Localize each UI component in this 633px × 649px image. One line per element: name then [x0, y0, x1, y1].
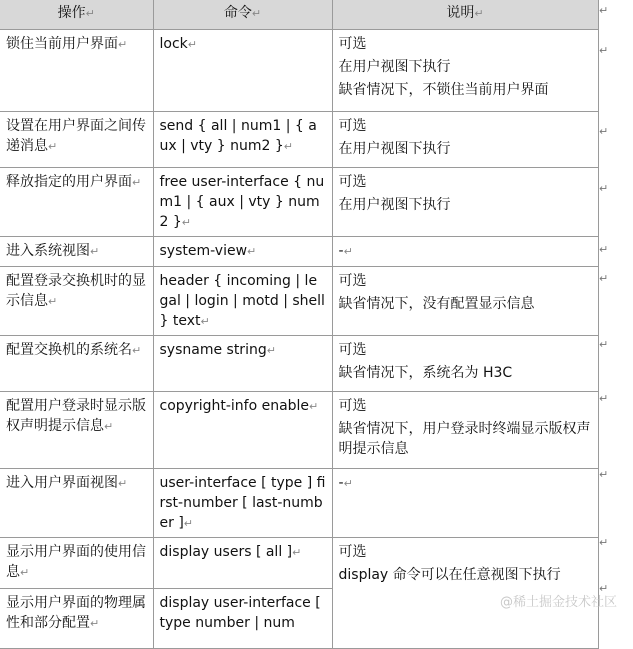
table-row: [0, 392, 598, 469]
watermark: @稀土掘金技术社区: [500, 595, 618, 610]
description-cell: 可选 在用户视图下执行: [332, 112, 598, 168]
operation-cell: 进入系统视图↵: [0, 237, 153, 267]
command-cell: display user-interface [ type number | num: [153, 589, 332, 649]
command-cell: sysname string↵: [153, 336, 332, 392]
description-cell: -↵: [332, 237, 598, 267]
description-cell: 可选 缺省情况下，用户登录时终端显示版权声明提示信息: [332, 392, 598, 469]
table-row: [0, 112, 598, 168]
table-row: [0, 168, 598, 237]
operation-cell: 配置登录交换机时的显示信息↵: [0, 267, 153, 336]
operation-cell: 配置用户登录时显示版权声明提示信息↵: [0, 392, 153, 469]
command-cell: user-interface [ type ] first-number [ last-number ]↵: [153, 469, 332, 538]
operation-cell: 设置在用户界面之间传递消息↵: [0, 112, 153, 168]
command-cell: header { incoming | legal | login | motd | shell } text↵: [153, 267, 332, 336]
description-cell: 可选 在用户视图下执行 缺省情况下，不锁住当前用户界面: [332, 30, 598, 112]
operation-cell: 显示用户界面的使用信息↵: [0, 538, 153, 589]
description-cell: 可选 在用户视图下执行: [332, 168, 598, 237]
table-row: [0, 267, 598, 336]
operation-cell: 进入用户界面视图↵: [0, 469, 153, 538]
description-cell: 可选 缺省情况下，没有配置显示信息: [332, 267, 598, 336]
description-cell: -↵: [332, 469, 598, 538]
table-row: [0, 469, 598, 538]
operation-cell: 释放指定的用户界面↵: [0, 168, 153, 237]
table-header-row: [0, 0, 598, 30]
command-cell: free user-interface { num1 | { aux | vty } num2 }↵: [153, 168, 332, 237]
header-command: 命令↵: [153, 0, 332, 30]
command-cell: display users [ all ]↵: [153, 538, 332, 589]
table-row: [0, 538, 598, 589]
operation-cell: 锁住当前用户界面↵: [0, 30, 153, 112]
command-cell: lock↵: [153, 30, 332, 112]
operation-cell: 配置交换机的系统名↵: [0, 336, 153, 392]
table-row: [0, 30, 598, 112]
table-row: [0, 336, 598, 392]
command-cell: system-view↵: [153, 237, 332, 267]
operation-cell: 显示用户界面的物理属性和部分配置↵: [0, 589, 153, 649]
command-cell: copyright-info enable↵: [153, 392, 332, 469]
description-cell: 可选 display 命令可以在任意视图下执行: [332, 538, 598, 649]
table-row: [0, 237, 598, 267]
command-cell: send { all | num1 | { aux | vty } num2 }↵: [153, 112, 332, 168]
header-operation: 操作↵: [0, 0, 153, 30]
header-description: 说明↵: [332, 0, 598, 30]
description-cell: 可选 缺省情况下，系统名为 H3C: [332, 336, 598, 392]
